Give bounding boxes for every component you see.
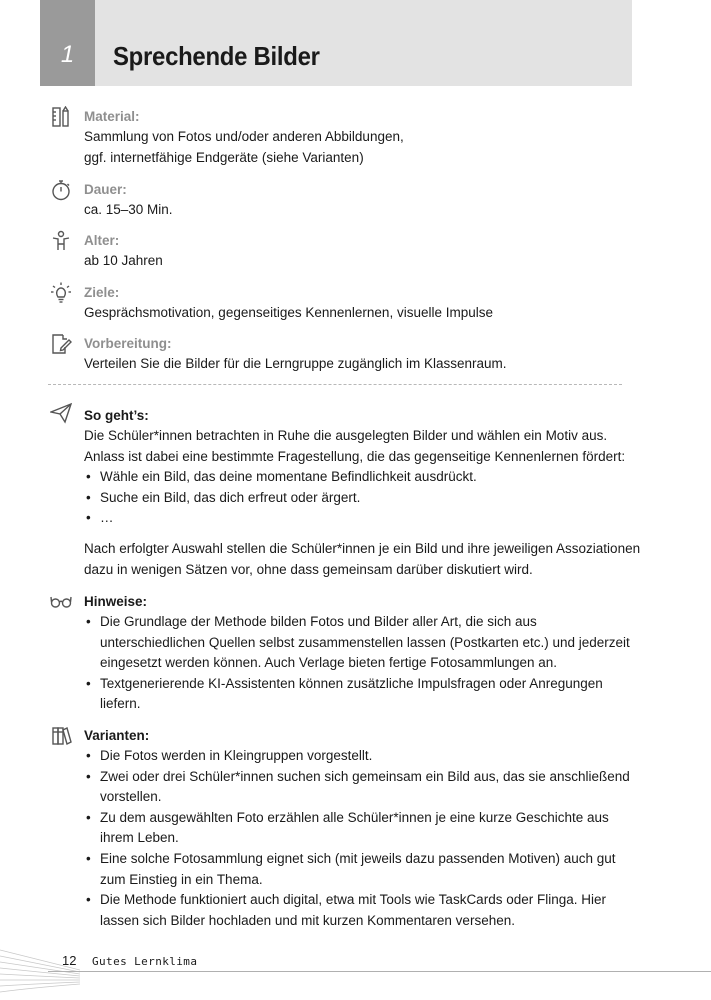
list-item: • Textgenerierende KI-Assistenten können zusätzliche Impulsfragen oder Anregungen liefern.	[84, 674, 639, 715]
material-label: Material:	[84, 109, 140, 124]
vorbereitung-label: Vorbereitung:	[84, 336, 172, 351]
lightbulb-icon	[50, 282, 72, 304]
list-item: • Die Grundlage der Methode bilden Fotos und Bilder aller Art, die sich aus unterschiedlichen Quellen selbst zusammenstellen lassen (Postkarten etc.) und jederzeit eingesetzt werden können. Auch Verlage bieten fertige Fotosammlungen an.	[84, 612, 639, 674]
list-item: • Eine solche Fotosammlung eignet sich (mit jeweils dazu passenden Motiven) auch gut zum Einstieg in ein Thema.	[84, 849, 639, 890]
so-gehts-outro-line: Nach erfolgter Auswahl stellen die Schüler*innen je ein Bild und ihre jeweiligen Assoziationen	[84, 541, 641, 556]
list-item: • Suche ein Bild, das dich erfreut oder ärgert.	[84, 488, 639, 509]
so-gehts-intro-line: Anlass ist dabei eine bestimmte Fragestellung, die das gegenseitige Kennenlernen fördert:	[84, 448, 626, 464]
dauer-label: Dauer:	[84, 182, 127, 197]
footer-rule	[48, 971, 711, 972]
varianten-label: Varianten:	[84, 728, 150, 743]
ruler-pencil-icon	[50, 106, 72, 128]
footer-book-title: Gutes Lernklima	[92, 955, 198, 968]
glasses-icon	[50, 591, 72, 613]
paper-plane-icon	[50, 402, 72, 424]
so-gehts-intro-line: Die Schüler*innen betrachten in Ruhe die ausgelegten Bilder und wählen ein Motiv aus.	[84, 428, 608, 443]
list-item: • …	[84, 508, 639, 529]
material-line: Sammlung von Fotos und/oder anderen Abbildungen,	[84, 129, 404, 144]
so-gehts-label: So geht’s:	[84, 408, 149, 423]
list-item: • Wähle ein Bild, das deine momentane Befindlichkeit ausdrückt.	[84, 467, 639, 488]
page-title: Sprechende Bilder	[113, 41, 320, 71]
so-gehts-intro	[84, 426, 644, 467]
chapter-number: 1	[60, 41, 75, 68]
document-pen-icon	[50, 333, 72, 355]
stopwatch-icon	[50, 179, 72, 201]
page-number: 12	[62, 953, 77, 968]
list-item: • Die Fotos werden in Kleingruppen vorgestellt.	[84, 746, 639, 767]
ziele-label: Ziele:	[84, 285, 120, 300]
list-item: • Zu dem ausgewählten Foto erzählen alle Schüler*innen je eine kurze Geschichte aus ihrem Leben.	[84, 808, 639, 849]
so-gehts-bullets	[84, 467, 639, 529]
so-gehts-outro	[84, 539, 644, 580]
alter-text: ab 10 Jahren	[84, 253, 163, 268]
material-line: ggf. internetfähige Endgeräte (siehe Varianten)	[84, 149, 364, 165]
vorbereitung-text: Verteilen Sie die Bilder für die Lerngruppe zugänglich im Klassenraum.	[84, 356, 507, 371]
hinweise-bullets	[84, 612, 639, 715]
list-item: • Die Methode funktioniert auch digital, etwa mit Tools wie TaskCards oder Flinga. Hier lassen sich Bilder hochladen und mit kurzen Kommentaren versehen.	[84, 890, 639, 931]
books-icon	[50, 724, 72, 746]
section-divider	[48, 384, 622, 385]
varianten-bullets	[84, 746, 639, 931]
so-gehts-outro-line: dazu in wenigen Sätzen vor, ohne dass gemeinsam darüber diskutiert wird.	[84, 561, 533, 577]
dauer-text: ca. 15–30 Min.	[84, 202, 173, 217]
material-text	[84, 127, 644, 168]
hinweise-label: Hinweise:	[84, 594, 148, 609]
person-icon	[50, 230, 72, 252]
list-item: • Zwei oder drei Schüler*innen suchen sich gemeinsam ein Bild aus, das sie anschließend vorstellen.	[84, 767, 639, 808]
alter-label: Alter:	[84, 233, 120, 248]
ziele-text: Gesprächsmotivation, gegenseitiges Kennenlernen, visuelle Impulse	[84, 305, 493, 320]
